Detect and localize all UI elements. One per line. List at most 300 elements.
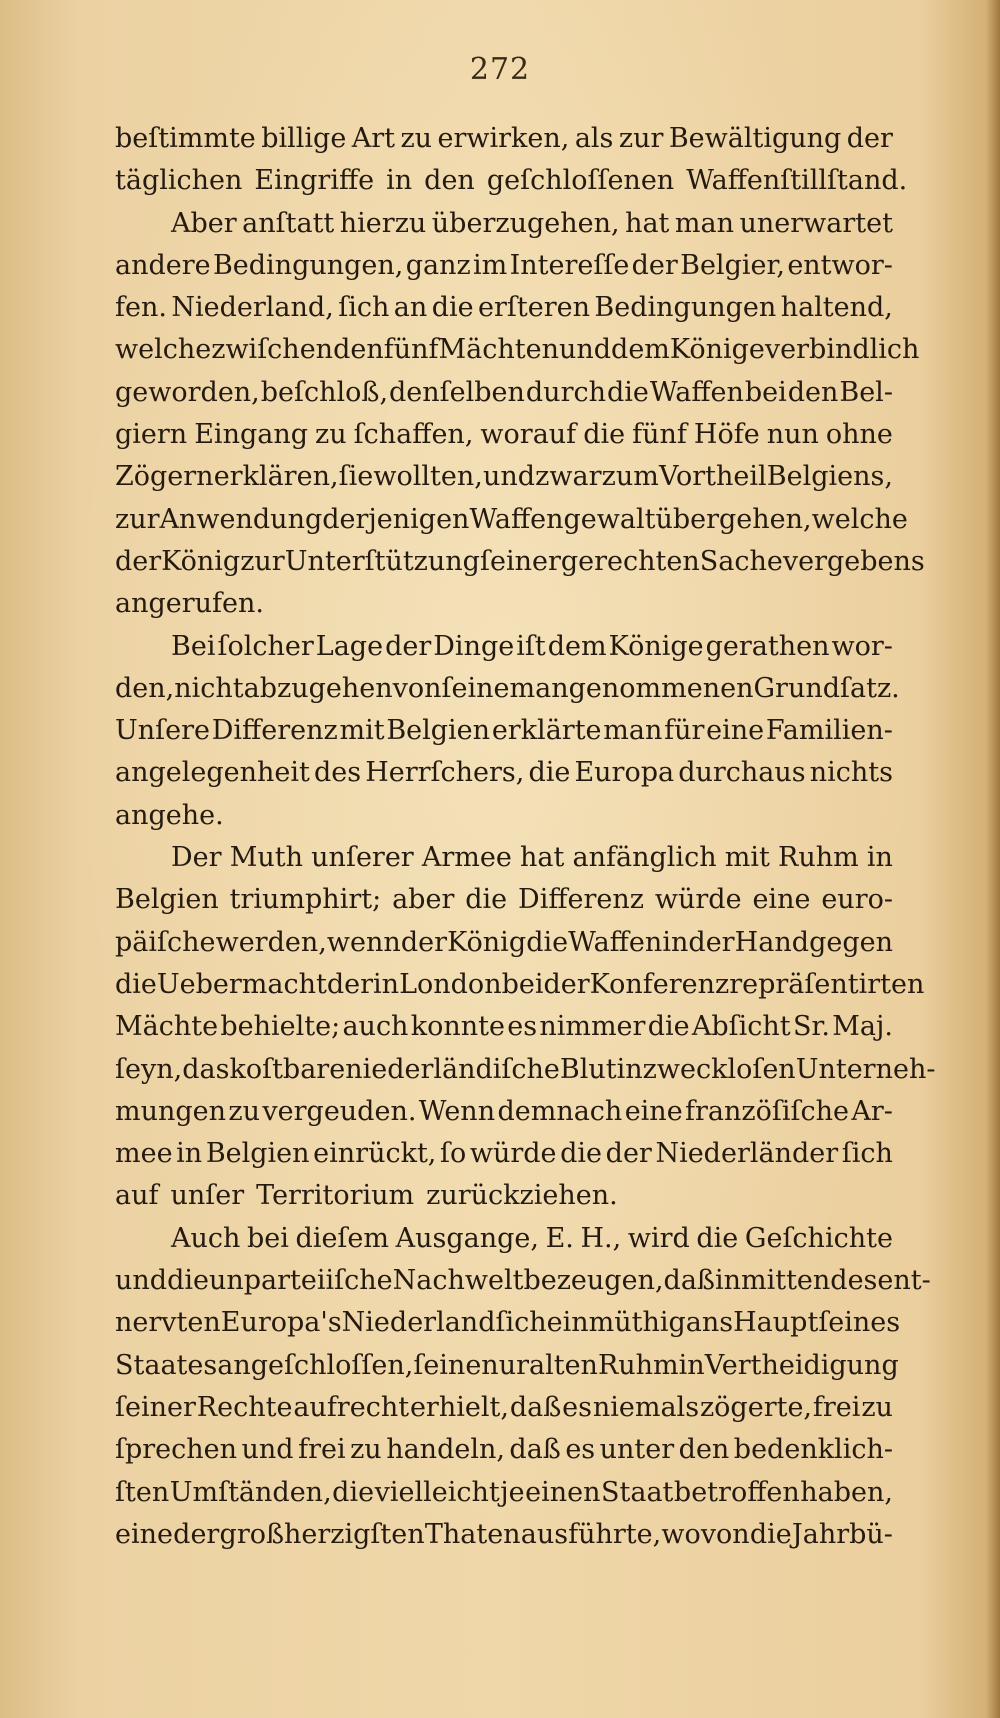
word: franzöſiſche [685,1095,850,1127]
word: inmitten [714,1265,831,1297]
word: die [560,1138,603,1170]
text-line [115,1260,931,1302]
word: daß [509,1391,562,1423]
word: Konferenz [589,968,730,1000]
word: die [606,376,649,408]
word: anſtatt [242,207,335,239]
word: päiſche [115,926,216,958]
word: man [603,715,663,747]
word: dem [611,334,670,366]
page-edge-shadow [986,0,1000,1718]
word: zu [315,419,347,451]
word: die [526,926,569,958]
word: Niederland, [171,292,334,324]
word: Nachwelt [392,1265,524,1297]
word: beſchloß, [260,376,389,408]
word: zwar [535,461,602,493]
word: Zögern [115,461,214,493]
text-line [115,541,925,583]
word: von [392,672,442,704]
word: konnte [410,1011,505,1043]
word: zu [400,123,433,154]
word: der [115,545,162,577]
word: worauf [480,419,577,451]
word: Territorium [256,1180,415,1212]
word: wollten, [373,461,483,493]
word: London [399,968,502,1000]
word: ſchaffen, [353,419,474,451]
word: in [176,1138,203,1170]
word: Geſchichte [744,1222,893,1254]
word: den, [115,672,175,704]
word: ſich [841,1138,893,1170]
word: Anwendung [159,503,323,535]
word: Differenz [211,715,338,747]
word: die [167,1265,209,1297]
word: es [507,1011,538,1043]
word: durchaus [678,757,806,789]
text-line [115,1429,893,1471]
word: ſolcher [217,630,314,662]
word: in [616,1053,643,1085]
word: Eingriffe [254,165,375,197]
word: zu [861,1391,893,1423]
word: haben, [800,1476,893,1508]
word: vergebens [782,545,925,577]
word: auf [115,1180,159,1212]
word: nun [766,419,819,451]
text-line [115,710,893,752]
word: fen. [115,292,167,324]
word: daß [663,1265,715,1297]
word: zum [601,461,659,493]
word: bedenklich- [733,1434,893,1466]
word: mit [339,715,385,747]
word: dem [547,630,607,662]
word: Staat [601,1476,674,1508]
text-line [115,1302,901,1344]
word: vielleicht [374,1476,500,1508]
word: Bel- [839,376,893,408]
word: bezeugen, [523,1265,664,1297]
word: in [373,968,400,1000]
word: Ausgange, [395,1222,539,1254]
word: Belgiens, [766,461,893,493]
word: ſeinen [413,1349,499,1381]
word: Ruhm [778,842,859,874]
word: Muth [229,842,303,874]
text-line [115,329,920,371]
word: Aber [171,207,237,239]
text-line [115,456,893,498]
word: Staates [115,1349,218,1381]
word: unter [599,1434,675,1466]
text-line [115,879,893,921]
word: ſich [338,292,390,324]
word: den [424,165,475,197]
word: Thaten [424,1518,521,1550]
word: Auch [171,1222,241,1254]
body-text [115,118,936,1556]
word: E. [545,1222,574,1254]
word: in [662,926,689,958]
word: unſerer [311,842,414,874]
word: beſtimmte [115,123,256,154]
word: und [115,1265,168,1297]
word: bei [744,376,787,408]
word: in [678,1349,705,1381]
word: bei [501,968,544,1000]
word: derjenigen [322,503,470,535]
word: täglichen [115,165,243,197]
text-line [115,1049,936,1091]
word: durch [525,376,606,408]
word: Ar- [851,1095,893,1127]
word: einen [525,1476,601,1508]
word: mit [724,842,770,874]
word: die [431,292,474,324]
word: würde [469,1138,557,1170]
word: Wenn [418,1095,496,1127]
word: gegen [809,926,893,958]
word: der [631,249,678,281]
word: welche [115,334,212,366]
word: Belgien [205,1138,310,1170]
text-line [115,414,893,456]
word: haltend, [780,292,893,324]
word: großherzigſten [219,1518,425,1550]
word: unparteiiſche [208,1265,393,1297]
word: frei [298,1434,346,1466]
word: nicht [174,672,244,704]
word: iſt [516,630,546,662]
word: Belgien [115,884,219,916]
word: als [574,123,614,154]
word: Haupt [733,1307,819,1339]
word: ſten [115,1476,170,1508]
word: zur [115,503,160,535]
word: handeln, [386,1434,505,1466]
word: zweckloſen [642,1053,796,1085]
word: ans [685,1307,734,1339]
word: bei [247,1222,289,1254]
word: Niederland [341,1307,496,1339]
word: Unſere [115,715,211,747]
word: der [173,1518,220,1550]
word: dieſem [295,1222,390,1254]
word: angenommenen [535,672,754,704]
word: angehe. [115,799,224,831]
word: erſteren [478,292,590,324]
word: Eingang [194,419,309,451]
text-line [115,795,893,837]
word: daß [509,1434,561,1466]
word: und [241,1434,294,1466]
word: ſo [440,1138,467,1170]
word: erhielt, [409,1391,509,1423]
word: welche [811,503,908,535]
word: Der [171,842,222,874]
word: ſeines [818,1307,901,1339]
word: das [182,1053,230,1085]
word: auch [342,1011,409,1043]
word: zur [618,123,664,154]
word: nimmer [539,1011,646,1043]
word: Bedingungen [594,292,777,324]
word: die [749,1518,792,1550]
word: Mächte [115,1011,219,1043]
word: giern [115,419,188,451]
word: Vortheil [658,461,767,493]
word: Hand [734,926,809,958]
word: König [161,545,241,577]
word: ganz [405,249,471,281]
word: des [313,757,362,789]
text-line [115,499,908,541]
text-line [115,203,893,245]
text-line [115,1514,893,1556]
word: euro- [821,884,893,916]
word: wenn [326,926,401,958]
word: die [115,968,157,1000]
word: Grundſatz. [753,672,900,704]
word: Uebermacht [156,968,327,1000]
word: den [333,334,384,366]
word: vergeuden. [262,1095,417,1127]
word: zu [350,1434,382,1466]
page-number: 272 [469,52,531,87]
word: wovon [661,1518,750,1550]
word: billige [261,123,347,154]
word: ſeiner [115,1391,196,1423]
word: frei [812,1391,861,1423]
word: an [393,292,428,324]
word: mee [115,1138,173,1170]
word: Belgien [386,715,491,747]
word: des [830,1265,878,1297]
text-line [115,668,900,710]
word: zurückziehen. [426,1180,618,1212]
text-line [115,583,893,625]
word: unerwartet [739,207,893,239]
word: Vertheidigung [704,1349,899,1381]
word: angeſchloſſen, [217,1349,414,1381]
word: behielte; [220,1011,341,1043]
word: denſelben [389,376,525,408]
word: der [605,1138,652,1170]
word: verbindlich [764,334,920,366]
word: zwiſchen [211,334,334,366]
word: einmüthig [546,1307,686,1339]
word: niederländiſche [345,1053,560,1085]
word: den [787,376,839,408]
text-line [115,1006,893,1048]
word: fünf [632,419,687,451]
word: entwor- [787,249,893,281]
word: ent- [877,1265,931,1297]
word: für [664,715,705,747]
word: würde [654,884,742,916]
word: Art [351,123,396,154]
word: Bewältigung [668,123,842,154]
word: die [465,884,508,916]
word: Waffenſtillſtand. [686,165,908,197]
word: erklärte [491,715,602,747]
word: Intereſſe [509,249,630,281]
word: wird [627,1222,690,1254]
word: König [447,926,527,958]
word: eine [706,715,765,747]
word: ſprechen [115,1434,238,1466]
word: zur [240,545,285,577]
word: H., [580,1222,622,1254]
word: es [562,1391,592,1423]
word: Rechte [196,1391,293,1423]
word: geworden, [115,376,260,408]
word: Waffen [568,926,663,958]
word: Ruhm [597,1349,679,1381]
text-line [115,964,925,1006]
word: nervten [115,1307,221,1339]
word: Unterſtützung [284,545,480,577]
word: ſeyn, [115,1053,183,1085]
word: Belgier, [680,249,785,281]
word: Umſtänden, [169,1476,332,1508]
word: je [500,1476,525,1508]
word: mungen [115,1095,227,1127]
word: anfänglich [572,842,717,874]
word: Familien- [765,715,893,747]
text-line [115,1472,893,1514]
word: Bedingungen, [212,249,404,281]
word: der [326,968,374,1000]
word: erklären, [213,461,339,493]
word: Lage [315,630,384,662]
text-line [115,245,893,287]
word: Differenz [518,884,644,916]
word: ſich [495,1307,547,1339]
text-line [115,1387,893,1429]
word: Jahrbü- [791,1518,893,1550]
word: demnach [497,1095,623,1127]
word: geſchloſſenen [486,165,675,197]
word: zu [228,1095,261,1127]
word: zögerte, [699,1391,813,1423]
word: in [866,842,893,874]
word: repräſentirten [729,968,925,1000]
word: wor- [831,630,893,662]
text-line [115,626,893,668]
word: Niederländer [655,1138,839,1170]
word: überzugehen, [431,207,620,239]
word: betroffen [673,1476,800,1508]
word: koſtbare [229,1053,346,1085]
word: der [688,926,735,958]
text-line [115,922,893,964]
word: ſeiner [479,545,561,577]
text-line [115,1345,899,1387]
word: triumphirt; [229,884,382,916]
text-line [115,1218,893,1260]
word: Maj. [832,1011,893,1043]
word: ſie [338,461,374,493]
word: Sr. [792,1011,830,1043]
word: und [558,334,612,366]
word: Sache [699,545,783,577]
word: ohne [825,419,893,451]
word: einrückt, [313,1138,437,1170]
word: die [583,419,626,451]
word: nichts [809,757,893,789]
word: eine [115,1518,173,1550]
word: niemals [592,1391,700,1423]
word: den [678,1434,730,1466]
word: der [543,968,590,1000]
word: in [386,165,413,197]
word: abzugehen [243,672,393,704]
word: die [696,1222,739,1254]
word: Herrſchers, [365,757,525,789]
text-line [115,118,893,160]
word: Waffen [649,376,744,408]
word: im [473,249,508,281]
word: Europa's [220,1307,342,1339]
word: Bei [171,630,216,662]
word: der [846,123,893,154]
word: hat [625,207,670,239]
word: der [400,926,448,958]
word: die [647,1011,690,1043]
word: eine [624,1095,683,1127]
word: Unterneh- [795,1053,936,1085]
word: hat [520,842,565,874]
word: Abſicht [691,1011,791,1043]
word: es [565,1434,596,1466]
word: ausführte, [520,1518,662,1550]
word: gerechten [560,545,700,577]
word: Mächten [438,334,559,366]
word: der [385,630,432,662]
word: Waffengewalt [469,503,656,535]
word: Europa [574,757,675,789]
word: erwirken, [437,123,570,154]
text-line [115,837,893,879]
word: andere [115,249,211,281]
word: die [332,1476,375,1508]
text-line [115,1133,893,1175]
word: aufrecht [293,1391,410,1423]
text-line [115,1175,893,1217]
text-line [115,1091,893,1133]
word: Könige [669,334,765,366]
text-line [115,372,893,414]
text-line [115,752,893,794]
word: fünf [383,334,439,366]
word: angerufen. [115,588,264,620]
word: gerathen [705,630,830,662]
word: und [482,461,536,493]
text-line [115,160,908,202]
word: werden, [215,926,327,958]
word: Könige [608,630,704,662]
word: aber [392,884,455,916]
text-line [115,287,893,329]
word: Blut [559,1053,617,1085]
word: eine [752,884,811,916]
word: Dinge [433,630,515,662]
word: angelegenheit [115,757,310,789]
word: ſeinem [441,672,536,704]
